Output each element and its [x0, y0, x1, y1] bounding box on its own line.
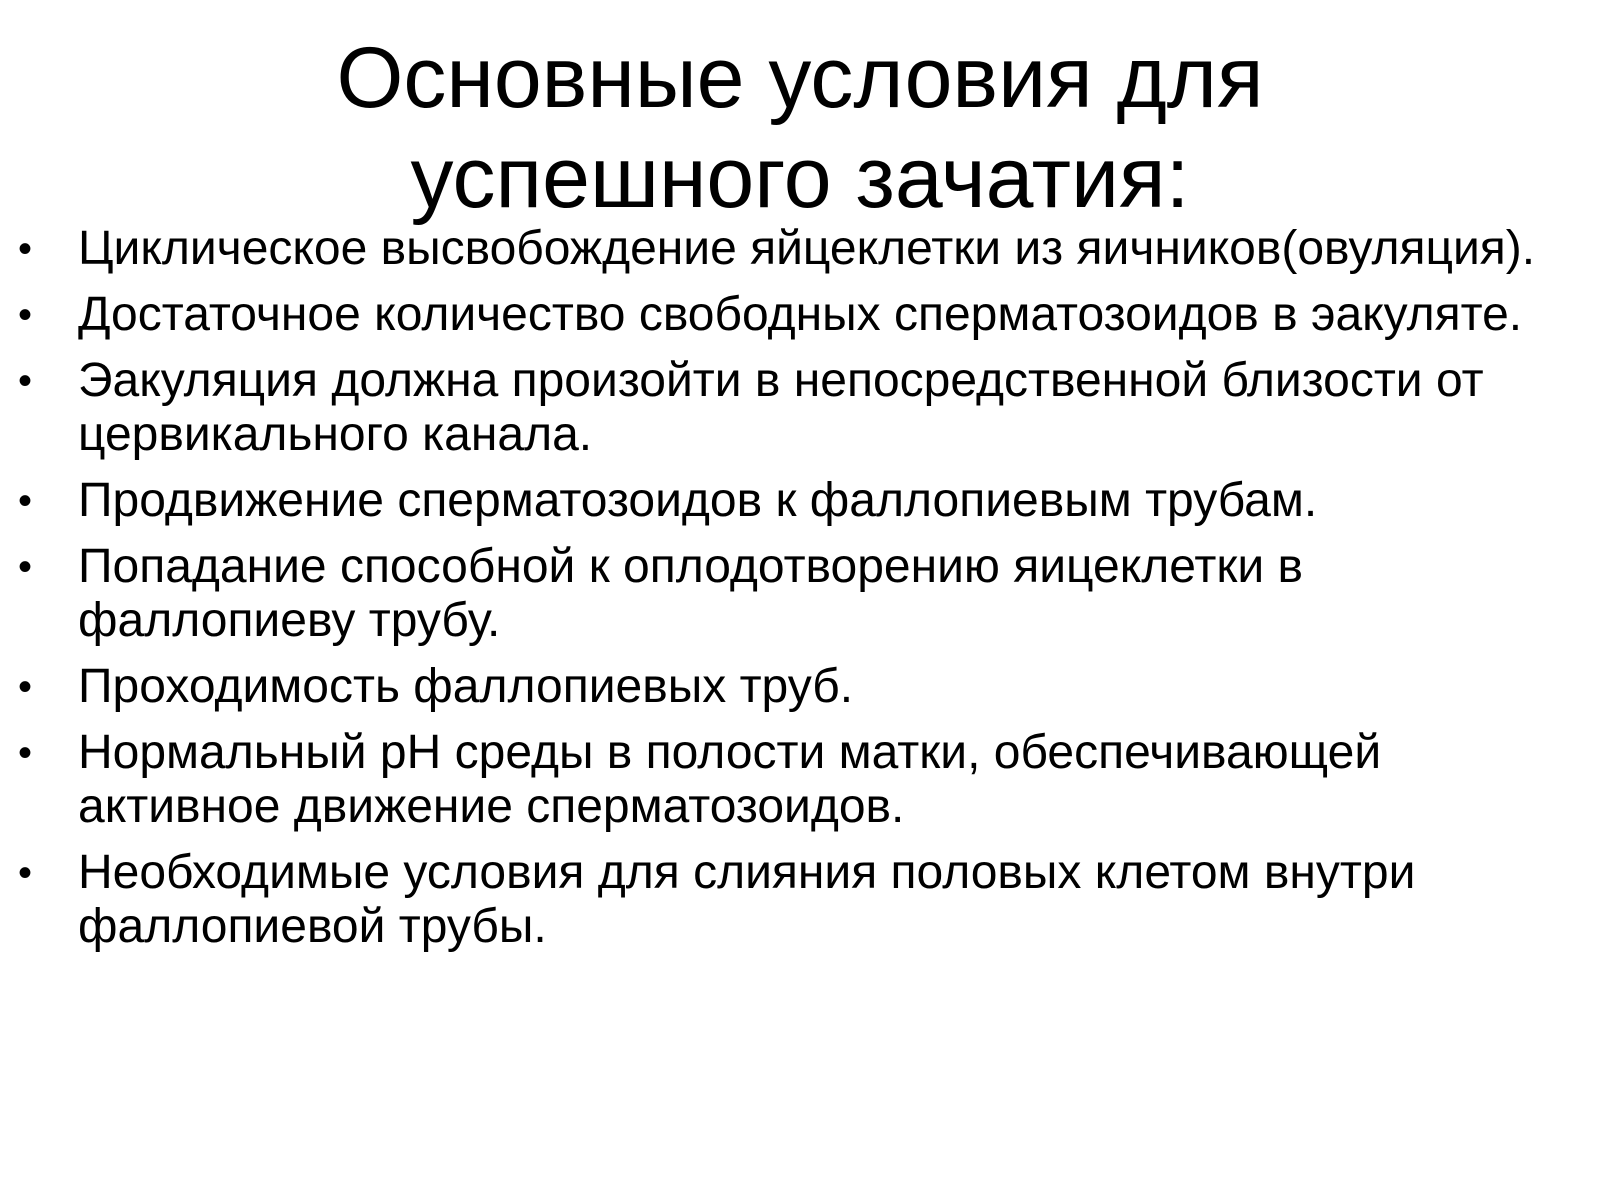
list-item	[0, 540, 1600, 648]
bullet-icon: •	[18, 731, 33, 775]
slide-title-line-1: Основные условия для	[336, 30, 1264, 126]
bullet-icon: •	[18, 665, 33, 709]
bullet-icon: •	[18, 293, 33, 337]
list-item-text: Попадание способной к оплодотворению яицеклетки в фаллопиеву трубу.	[78, 540, 1303, 647]
slide-title	[0, 28, 1600, 228]
list-item	[0, 726, 1600, 834]
list-item-text: Продвижение сперматозоидов к фаллопиевым трубам.	[78, 474, 1318, 527]
bullet-icon: •	[18, 851, 33, 895]
bullet-icon: •	[18, 545, 33, 589]
list-item-text: Проходимость фаллопиевых труб.	[78, 660, 854, 713]
list-item	[0, 222, 1600, 276]
list-item	[0, 846, 1600, 954]
list-item-text: Циклическое высвобождение яйцеклетки из яичников(овуляция).	[78, 222, 1536, 275]
list-item-text: Необходимые условия для слияния половых клетом внутри фаллопиевой трубы.	[78, 846, 1416, 953]
list-item-text: Эакуляция должна произойти в непосредственной близости от цервикального канала.	[78, 354, 1484, 461]
slide-title-line-2: успешного зачатия:	[410, 130, 1190, 226]
list-item	[0, 474, 1600, 528]
bullet-icon: •	[18, 359, 33, 403]
list-item	[0, 354, 1600, 462]
list-item	[0, 660, 1600, 714]
list-item	[0, 288, 1600, 342]
bullet-icon: •	[18, 479, 33, 523]
bullet-icon: •	[18, 227, 33, 271]
conditions-list	[0, 222, 1600, 966]
list-item-text: Достаточное количество свободных сперматозоидов в эакуляте.	[78, 288, 1523, 341]
list-item-text: Нормальный pH среды в полости матки, обеспечивающей активное движение сперматозоидов.	[78, 726, 1382, 833]
